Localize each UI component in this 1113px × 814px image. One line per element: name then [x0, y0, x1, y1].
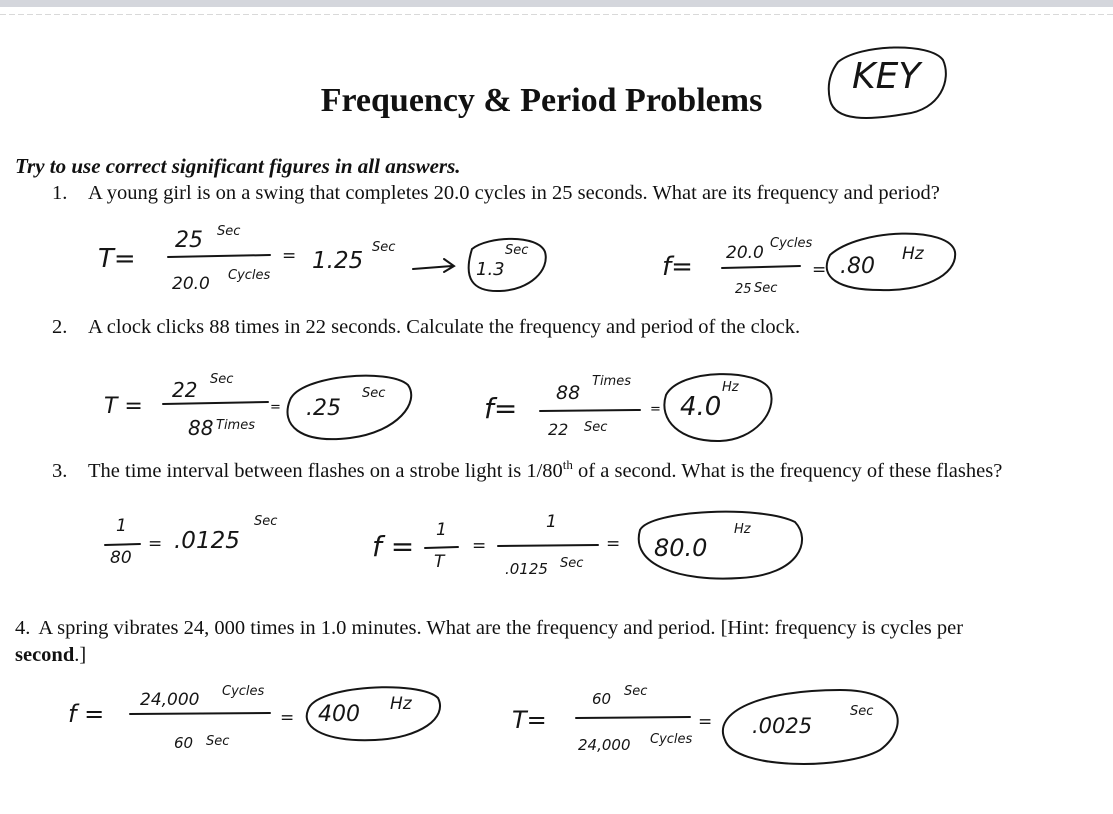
q4-period-symbol: T=: [512, 706, 547, 734]
q4-period-answer-unit: Sec: [850, 704, 874, 719]
q2-freq-fraction-bar: [540, 410, 640, 411]
question-3: [52, 451, 1097, 485]
q2-freq-den: 22: [548, 420, 569, 439]
q4-period-eq: =: [698, 712, 713, 732]
q3-mid-den: T: [434, 552, 445, 572]
q2-period-num: 22: [172, 378, 198, 402]
question-1: [52, 180, 1107, 207]
q2-period-eq: =: [270, 400, 281, 415]
q2-freq-answer: 4.0: [680, 392, 722, 422]
q1-period-den-unit: Cycles: [228, 268, 271, 283]
q4-freq-num-unit: Cycles: [222, 684, 265, 699]
q1-freq-answer: .80: [840, 254, 875, 279]
q2-period-symbol: T =: [104, 394, 143, 419]
q2-period-fraction-bar: [163, 402, 268, 404]
q4-period-den: 24,000: [578, 736, 631, 754]
q1-period-answer-unit: Sec: [505, 243, 529, 258]
q3-value-unit: Sec: [254, 514, 278, 529]
q1-period-den: 20.0: [172, 274, 210, 294]
instructions: Try to use correct significant figures in all answers.: [15, 154, 461, 178]
q4-period-num-unit: Sec: [624, 684, 648, 699]
q1-arrow-line: [413, 259, 454, 272]
question-number: 2.: [52, 316, 68, 338]
q4-freq-answer: 400: [318, 702, 360, 727]
q2-freq-num-unit: Times: [592, 374, 631, 389]
question-number: 1.: [52, 182, 68, 204]
q3-frac-den: 80: [110, 548, 132, 568]
q1-freq-num-unit: Cycles: [770, 236, 813, 251]
q2-freq-eq: =: [650, 402, 661, 417]
q4-freq-num: 24,000: [140, 690, 200, 710]
question-text-a: A spring vibrates 24, 000 times in 1.0 minutes. What are the frequency and period. [Hint: frequency is cycles per: [38, 617, 964, 639]
q4-freq-fraction-bar: [130, 713, 270, 714]
q1-arrow: [480, 300, 481, 301]
q2-freq-symbol: f=: [484, 392, 518, 425]
q4-freq-answer-unit: Hz: [390, 694, 412, 714]
q4-freq-symbol: f =: [68, 700, 105, 728]
q1-freq-answer-unit: Hz: [902, 244, 924, 264]
q1-period-value: 1.25: [312, 248, 364, 274]
q4-period-den-unit: Cycles: [650, 732, 693, 747]
q2-period-den: 88: [188, 416, 214, 440]
q2-period-den-unit: Times: [216, 418, 255, 433]
question-number: 3.: [52, 459, 68, 482]
q3-rhs-den: .0125: [505, 560, 548, 578]
question-superscript: th: [562, 457, 573, 472]
q3-freq-answer-unit: Hz: [734, 522, 751, 537]
q3-eq2: =: [472, 536, 487, 556]
q1-freq-eq: =: [812, 260, 827, 280]
question-text-b: .]: [74, 644, 87, 666]
question-4: [15, 615, 1035, 669]
q2-freq-den-unit: Sec: [584, 420, 608, 435]
q3-rhs-fraction-bar: [498, 545, 598, 546]
question-text: A young girl is on a swing that completes 20.0 cycles in 25 seconds. What are its frequency and period?: [88, 182, 940, 204]
q3-rhs-num: 1: [546, 512, 557, 532]
q4-freq-den: 60: [174, 734, 194, 752]
q1-period-num: 25: [175, 228, 203, 253]
q1-freq-symbol: f=: [662, 252, 693, 282]
question-text-b: of a second. What is the frequency of these flashes?: [572, 459, 1003, 482]
q1-period-num-unit: Sec: [217, 224, 241, 239]
question-bold-word: second: [15, 644, 75, 666]
q1-period-value-unit: Sec: [372, 240, 396, 255]
q4-period-num: 60: [592, 690, 612, 708]
q1-period-answer: 1.3: [476, 259, 505, 280]
q3-rhs-den-unit: Sec: [560, 556, 584, 571]
q3-mid-fraction-bar: [425, 547, 458, 548]
q3-mid-num: 1: [436, 520, 447, 540]
question-text: A clock clicks 88 times in 22 seconds. Calculate the frequency and period of the clock.: [88, 316, 801, 338]
key-label: KEY: [852, 56, 921, 97]
q1-freq-num: 20.0: [726, 243, 764, 263]
q1-freq-fraction-bar: [722, 266, 800, 268]
question-number: 4.: [15, 617, 31, 639]
q2-period-num-unit: Sec: [210, 372, 234, 387]
q4-period-fraction-bar: [576, 717, 690, 718]
q1-freq-den: 25: [735, 282, 752, 297]
q3-value: .0125: [174, 528, 240, 554]
q3-freq-symbol: f =: [372, 530, 415, 563]
q1-period-eq: =: [282, 246, 297, 266]
q3-freq-answer: 80.0: [654, 534, 708, 562]
q4-freq-den-unit: Sec: [206, 734, 230, 749]
q4-freq-eq: =: [280, 708, 295, 728]
q4-period-answer: .0025: [752, 714, 813, 738]
q3-left-fraction-bar: [105, 544, 140, 545]
q1-period-symbol: T=: [98, 244, 136, 274]
q3-frac-num: 1: [116, 516, 127, 536]
q2-freq-answer-unit: Hz: [722, 380, 739, 395]
page-title: Frequency & Period Problems: [320, 82, 763, 119]
q1-freq-den-unit: Sec: [754, 281, 778, 296]
question-2: [52, 314, 1107, 341]
q1-period-fraction-bar: [168, 255, 270, 257]
q2-period-answer-unit: Sec: [362, 386, 386, 401]
question-text-a: The time interval between flashes on a strobe light is 1/80: [88, 459, 563, 482]
q2-freq-num: 88: [556, 382, 581, 404]
q3-eq3: =: [606, 534, 621, 554]
q3-eq1: =: [148, 534, 163, 554]
q2-period-answer: .25: [306, 396, 341, 421]
